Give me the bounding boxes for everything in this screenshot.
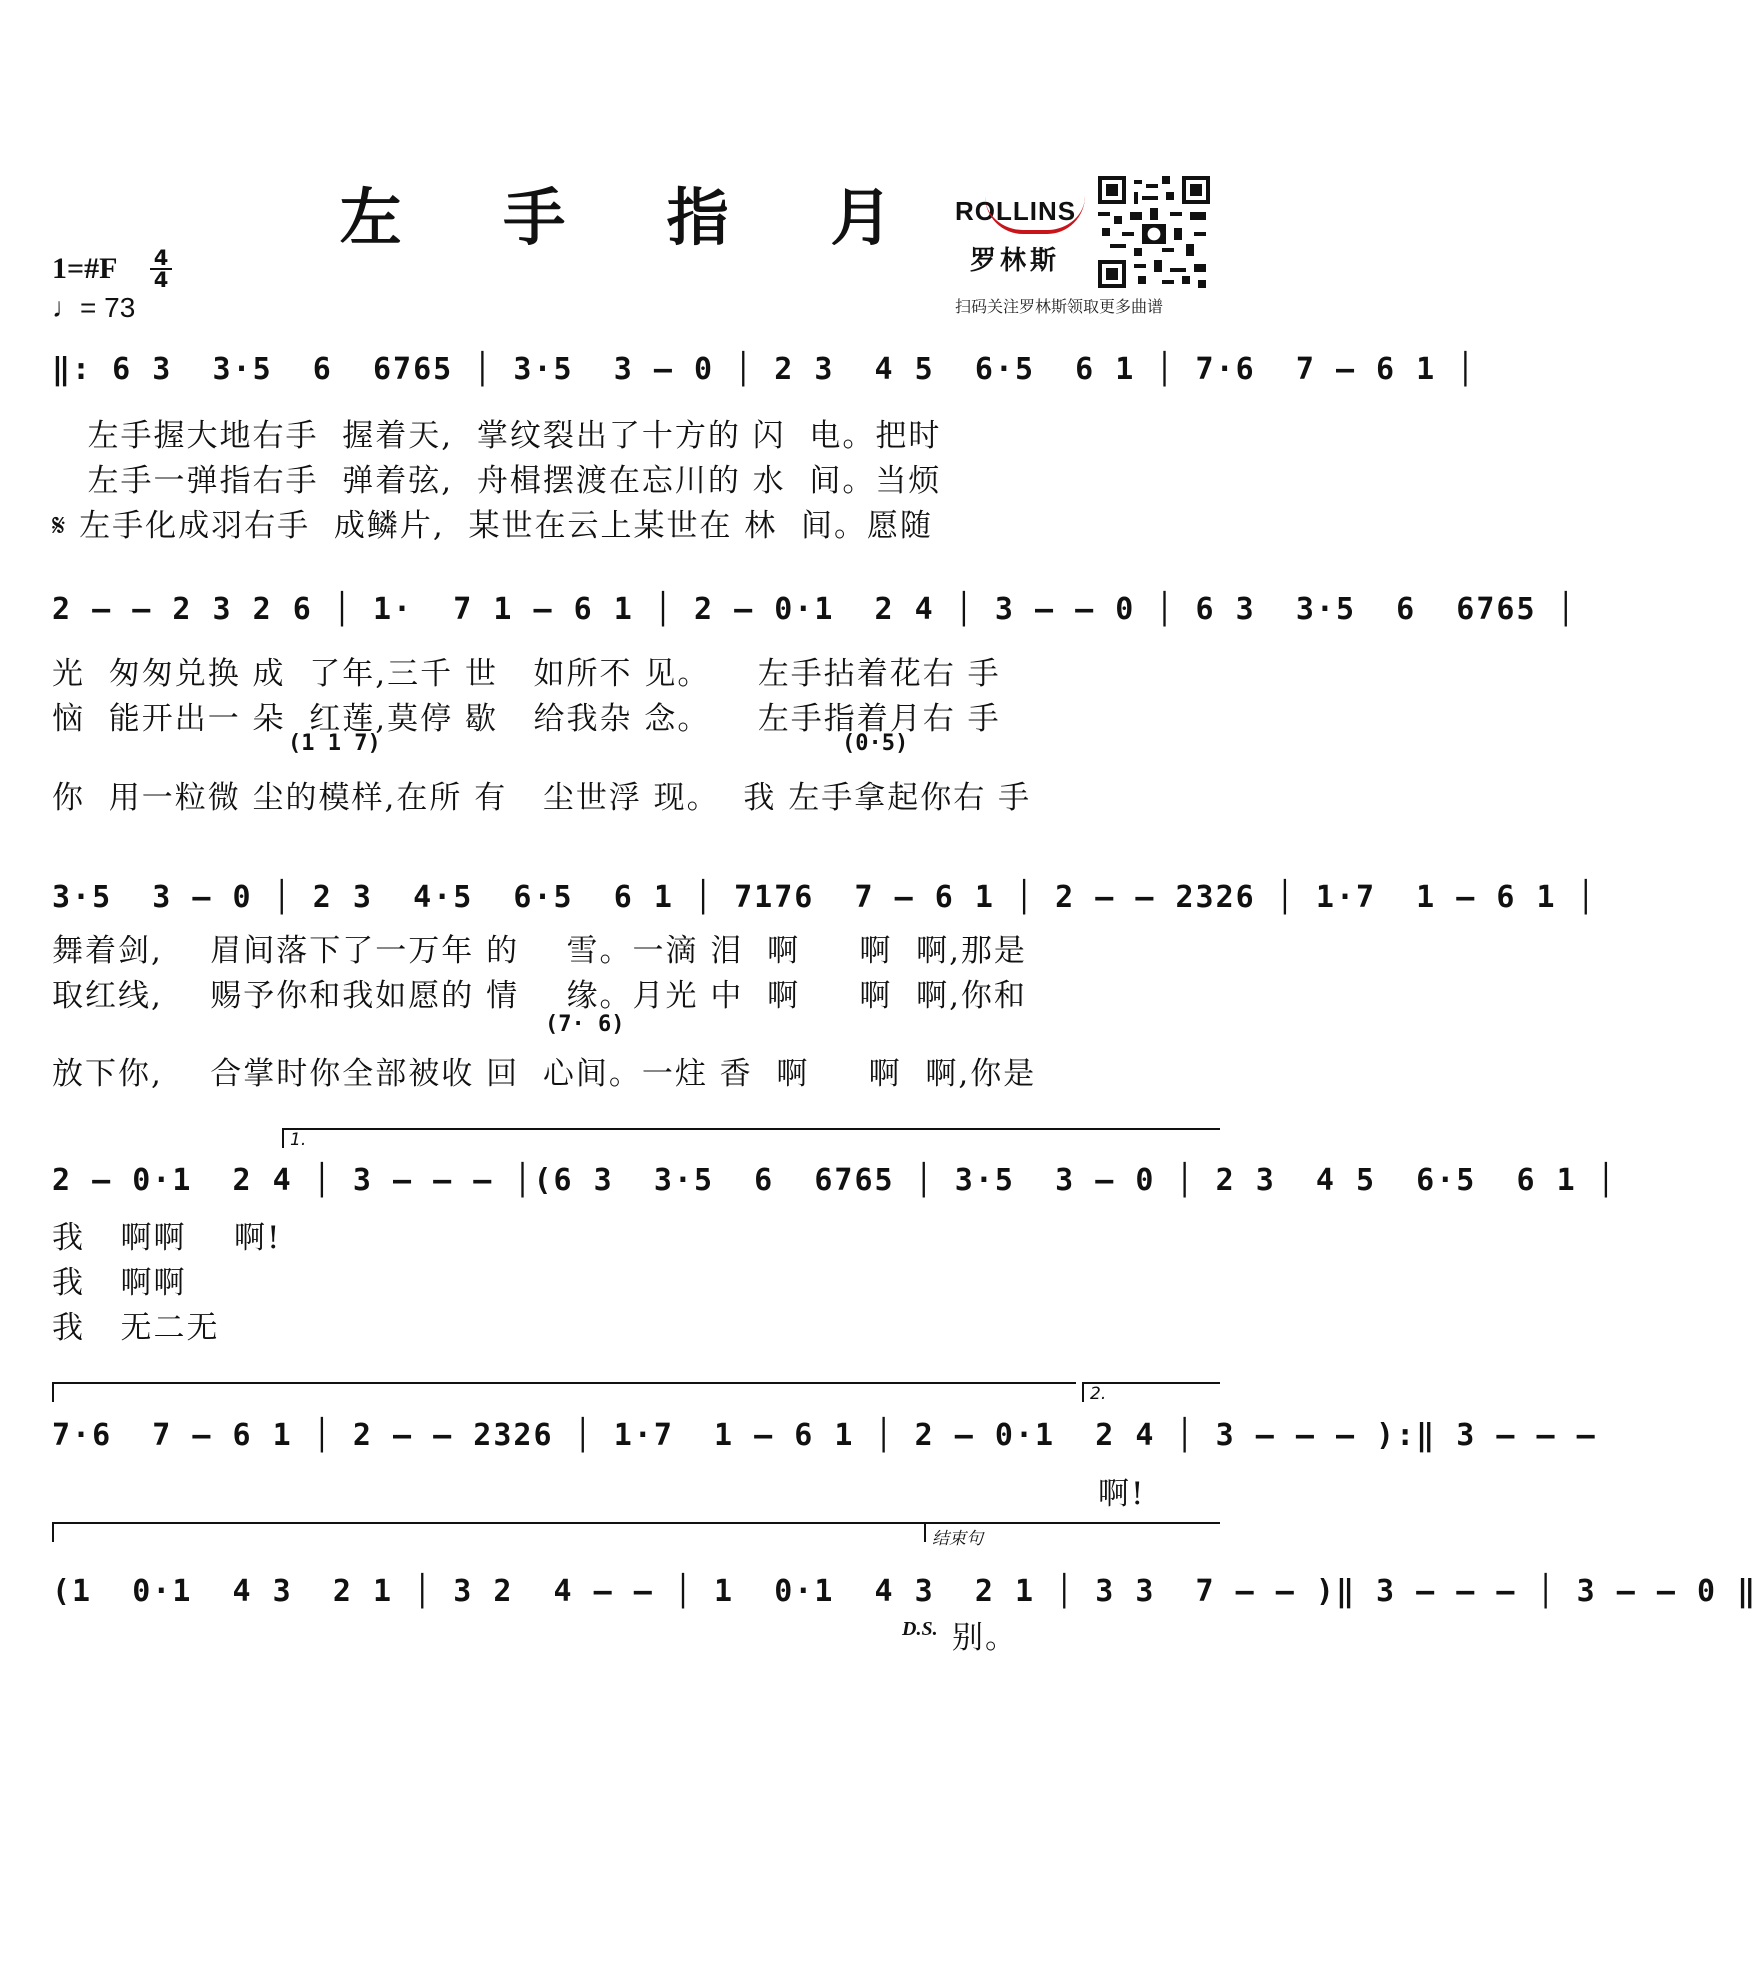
lyric-line-3-verse-1: 舞着剑, 眉间落下了一万年 的 雪。一滴 泪 啊 啊 啊,那是 [52, 933, 1027, 969]
notation-line-5: 7·6 7 – 6 1 │ 2 – – 2326 │ 1·7 1 – 6 1 │ 2 – 0·1 2 4 │ 3 – – – ):‖ 3 – – – [52, 1418, 1597, 1453]
lyric-line-4-verse-3: 我 无二无 [52, 1310, 220, 1346]
key-signature: 1=#F [52, 252, 118, 285]
song-title: 左 手 指 月 [339, 181, 933, 254]
lyric-line-2-verse-2: 恼 能开出一 朵 红莲,莫停 歇 给我杂 念。 左手指着月右 手 [52, 701, 1001, 737]
second-ending-bracket: 2. [1082, 1382, 1220, 1402]
lyric-line-1-verse-1: 左手握大地右手 握着天, 掌纹裂出了十方的 闪 电。把时 [52, 418, 942, 454]
lyric-line-3-verse-2: 取红线, 赐予你和我如愿的 情 缘。月光 中 啊 啊 啊,你和 [52, 978, 1027, 1014]
first-ending-bracket: 1. [282, 1128, 1220, 1148]
lyric-line-2-verse-1: 光 匆匆兑换 成 了年,三千 世 如所不 见。 左手拈着花右 手 [52, 656, 1001, 692]
notation-line-4: 2 – 0·1 2 4 │ 3 – – – │(6 3 3·5 6 6765 │ 3·5 3 – 0 │ 2 3 4 5 6·5 6 1 │ [52, 1163, 1617, 1198]
brand-logo: ROLLINS [955, 196, 1077, 226]
alt-notes-2: (0·5) [842, 731, 909, 756]
brand-tagline: 扫码关注罗林斯领取更多曲谱 [955, 297, 1164, 316]
coda-bracket: 结束句 [924, 1522, 1220, 1542]
lyric-line-1-verse-3: 𝄋 左手化成羽右手 成鳞片, 某世在云上某世在 林 间。愿随 [52, 508, 934, 544]
alt-notes-3: (7· 6) [545, 1012, 625, 1037]
brand-name-cn: 罗林斯 [970, 246, 1061, 276]
notation-line-2: 2 – – 2 3 2 6 │ 1· 7 1 – 6 1 │ 2 – 0·1 2 4 │ 3 – – 0 │ 6 3 3·5 6 6765 │ [52, 592, 1577, 627]
lyric-line-6: 别。 [952, 1620, 1018, 1656]
notation-line-3: 3·5 3 – 0 │ 2 3 4·5 6·5 6 1 │ 7176 7 – 6 1 │ 2 – – 2326 │ 1·7 1 – 6 1 │ [52, 880, 1597, 915]
notation-line-1: ‖: 6 3 3·5 6 6765 │ 3·5 3 – 0 │ 2 3 4 5 6·5 6 1 │ 7·6 7 – 6 1 │ [52, 352, 1477, 387]
intro-bracket [52, 1522, 924, 1542]
tempo-marking: ♩= 73 [52, 292, 136, 323]
alt-notes-1: (1 1 7) [288, 731, 381, 756]
lyric-line-4-verse-2: 我 啊啊 [52, 1265, 187, 1301]
dal-segno-marking: D.S. [902, 1618, 938, 1640]
notation-line-6: (1 0·1 4 3 2 1 │ 3 2 4 – – │ 1 0·1 4 3 2 1 │ 3 3 7 – – )‖ 3 – – – │ 3 – – 0 ‖ [52, 1574, 1757, 1609]
lyric-line-4-verse-1: 我 啊啊 啊! [52, 1220, 282, 1256]
qr-code-icon [1098, 176, 1210, 288]
lyric-line-3-verse-3: 放下你, 合掌时你全部被收 回 心间。一炷 香 啊 啊 啊,你是 [52, 1056, 1037, 1092]
lyric-line-5: 啊! [1098, 1476, 1146, 1512]
lyric-line-2-verse-3: 你 用一粒微 尘的模样,在所 有 尘世浮 现。 我 左手拿起你右 手 [52, 780, 1032, 816]
time-signature: 4 4 [150, 248, 172, 290]
lyric-line-1-verse-2: 左手一弹指右手 弹着弦, 舟楫摆渡在忘川的 水 间。当烦 [52, 463, 942, 499]
repeat-bracket [52, 1382, 1076, 1402]
